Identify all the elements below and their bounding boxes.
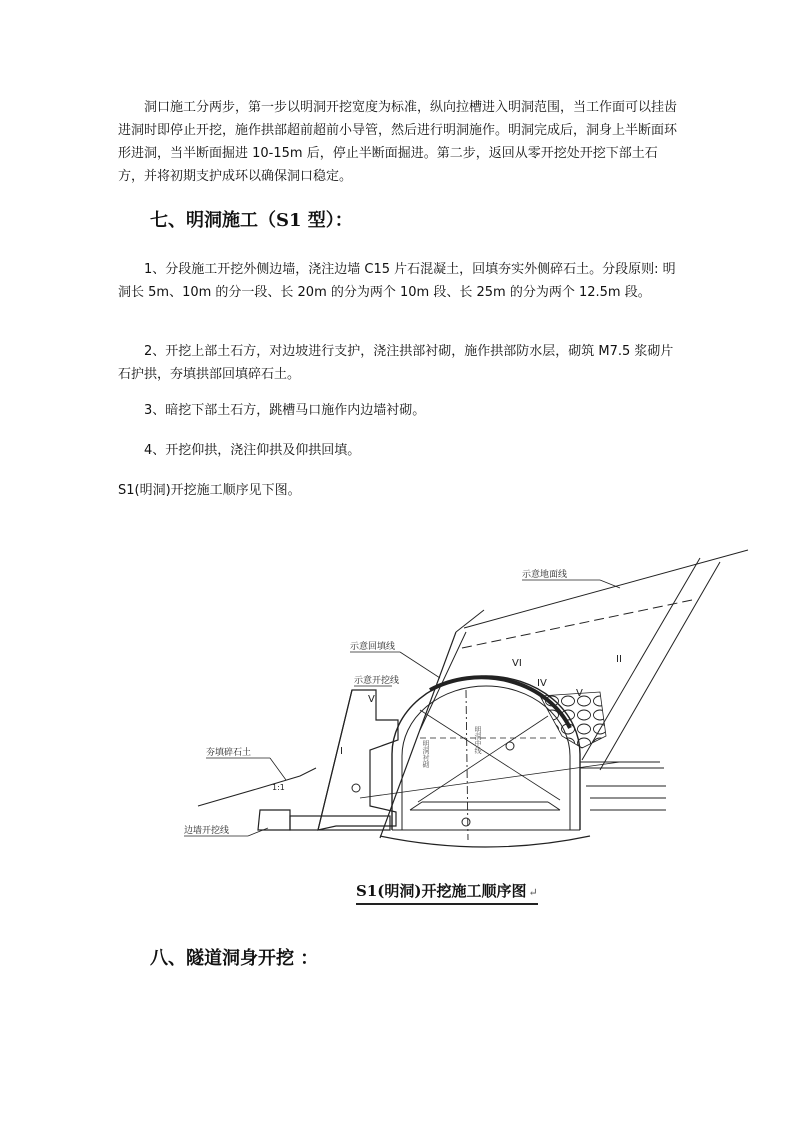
zone-label-v-right: V <box>576 688 583 699</box>
section-8-heading: 八、隧道洞身开挖 ： <box>150 948 319 969</box>
zone-label-v-left: V <box>368 694 375 705</box>
ground-line-label: 示意地面线 <box>522 570 568 580</box>
s1-excavation-diagram <box>0 540 794 920</box>
compacted-fill-label: 夯填碎石土 <box>206 748 252 758</box>
side-wall-excavation-label: 边墙开挖线 <box>184 826 230 836</box>
ground-lines <box>198 550 748 810</box>
zone-label-ii: II <box>616 654 622 665</box>
slope-label: 1:1 <box>272 783 285 792</box>
paragraph-mark: ↵ <box>528 886 538 899</box>
step-4-paragraph: 4、开挖仰拱，浇注仰拱及仰拱回填。 <box>144 443 361 458</box>
step-3-paragraph: 3、暗挖下部土石方，跳槽马口施作内边墙衬砌。 <box>144 403 426 418</box>
figure-reference: S1(明洞)开挖施工顺序见下图。 <box>118 483 301 498</box>
excavation-line-label: 示意开挖线 <box>354 676 400 686</box>
zone-label-vi: VI <box>512 658 522 669</box>
section-7-heading: 七、明洞施工（S1 型）： <box>150 210 353 231</box>
step-1-paragraph: 1、分段施工开挖外侧边墙，浇注边墙 C15 片石混凝土，回填夯实外侧碎石土。分段原则: 明洞长 5m、10m 的分一段、长 20m 的分为两个 10m 段、长 25m 的分为两个 12.5m 段。 <box>118 262 676 300</box>
zone-label-i: I <box>340 746 343 757</box>
backfill-line-label: 示意回填线 <box>350 642 396 652</box>
figure-caption <box>356 880 538 905</box>
vertical-text-left: 明洞衬砌 <box>422 740 430 768</box>
step-2-paragraph: 2、开挖上部土石方，对边坡进行支护，浇注拱部衬砌，施作拱部防水层，砌筑 M7.5 浆砌片石护拱，夯填拱部回填碎石土。 <box>118 344 674 382</box>
vertical-text-right: 明洞中线 <box>474 726 482 754</box>
zone-label-iv: IV <box>537 678 547 689</box>
left-wall-block <box>258 690 398 830</box>
intro-paragraph: 洞口施工分两步，第一步以明洞开挖宽度为标准，纵向拉槽进入明洞范围，当工作面可以挂齿进洞时即停止开挖，施作拱部超前超前小导管，然后进行明洞施作。明洞完成后，洞身上半断面环形进洞，当半断面掘进 10-15m 后，停止半断面掘进。第二步，返回从零开挖处开挖下部土石方，并将初期支护成环以确保洞口稳定。 <box>118 100 678 184</box>
figure-caption-text: S1(明洞)开挖施工顺序图 <box>356 882 527 900</box>
